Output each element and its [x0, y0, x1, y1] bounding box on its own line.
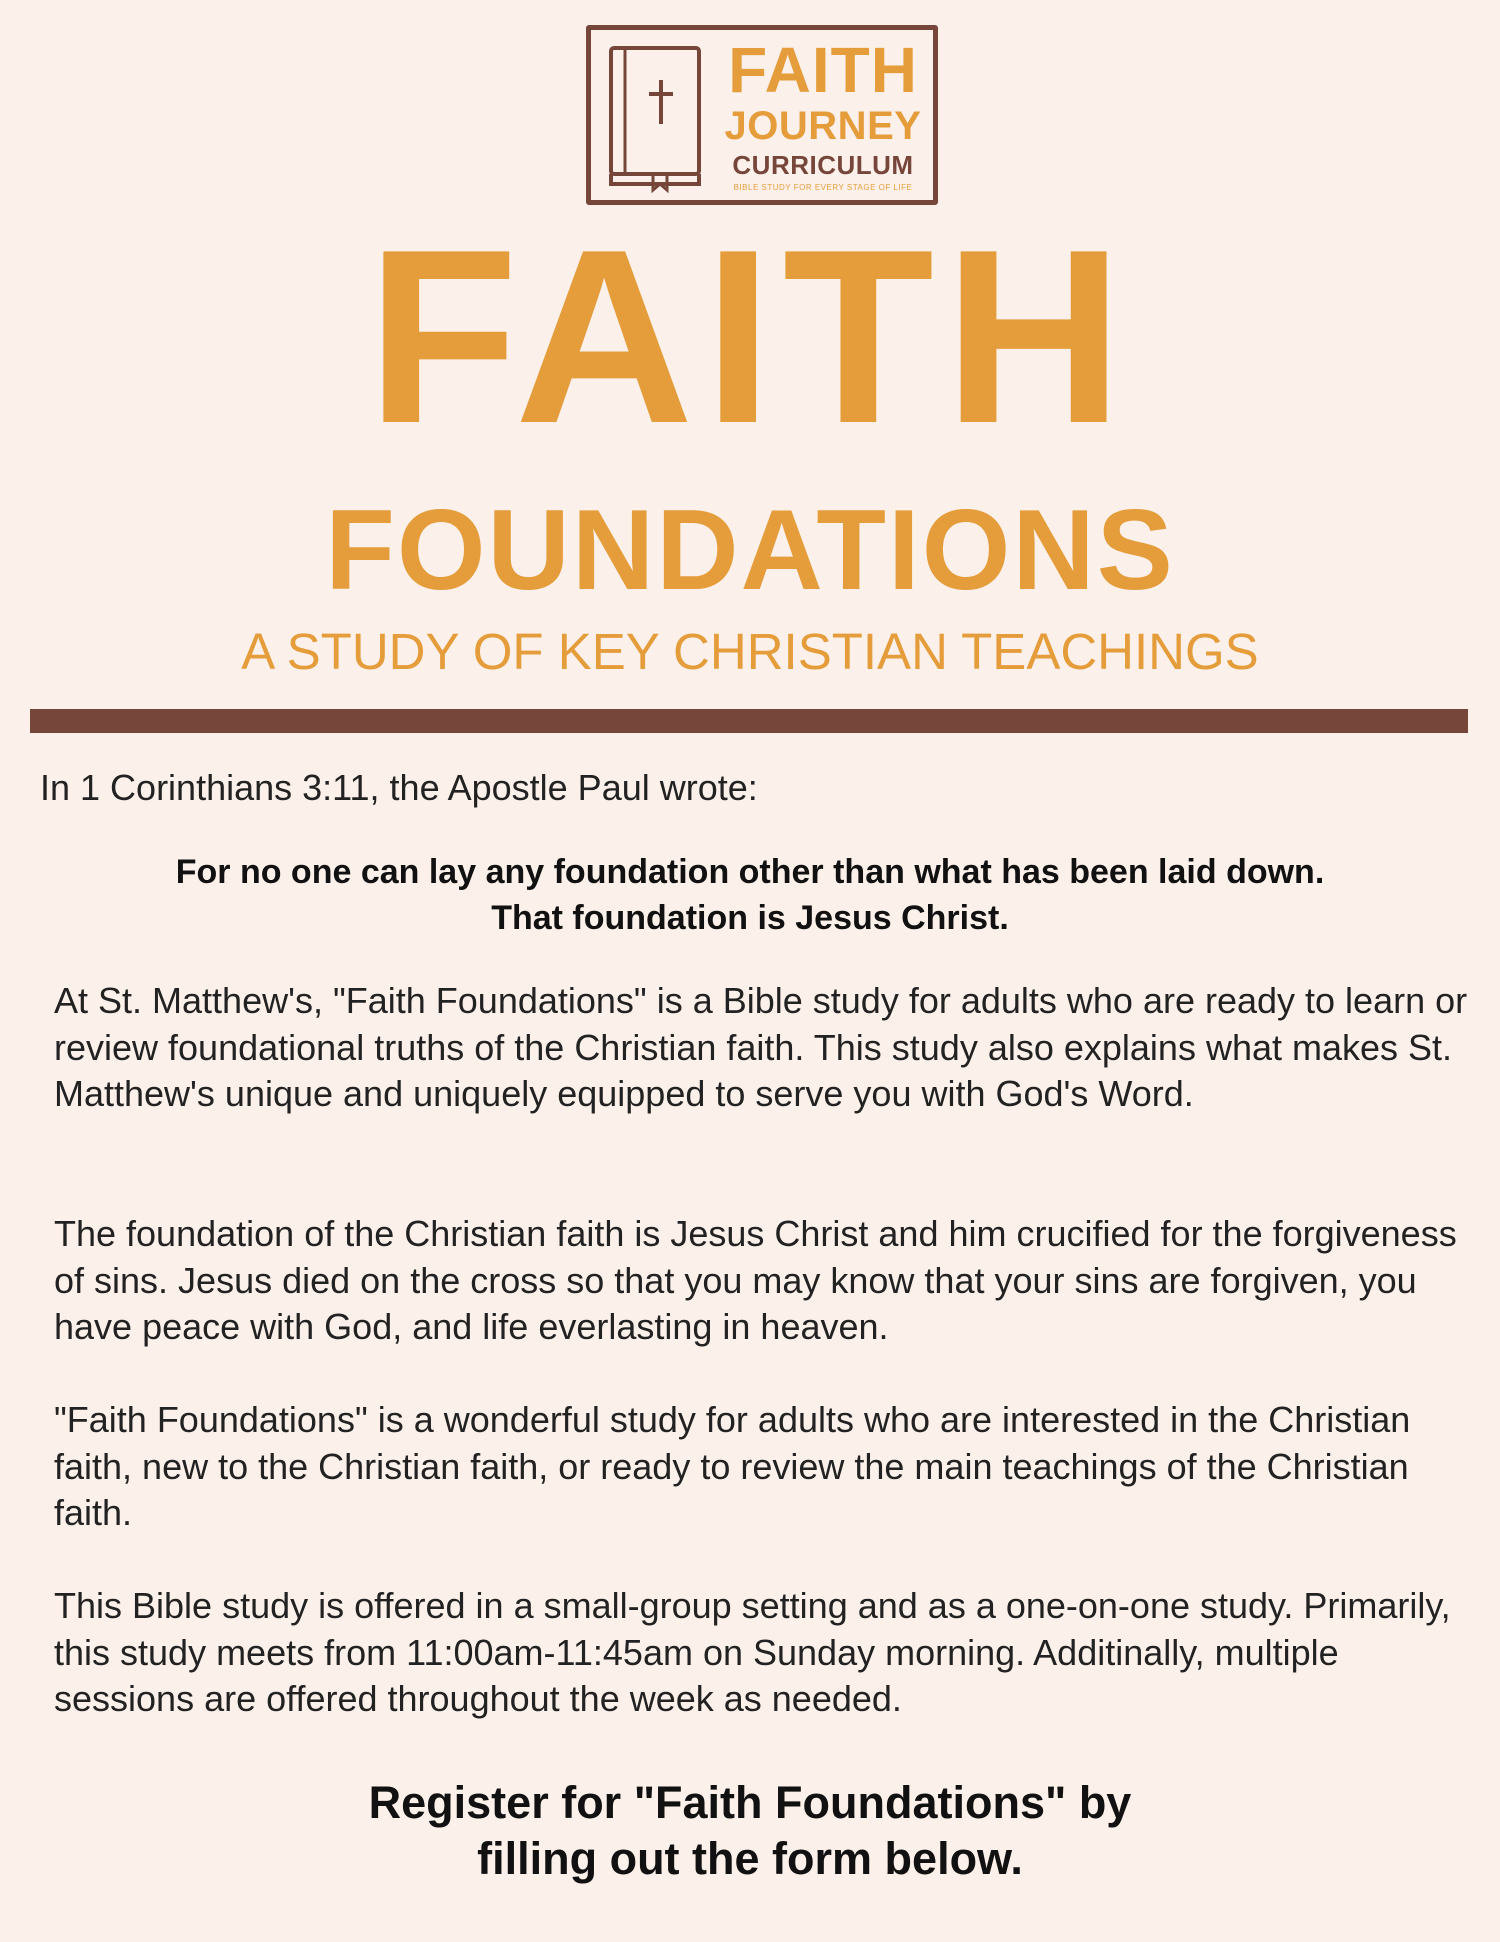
scripture-quote: [0, 849, 1500, 941]
paragraph-about-study: At St. Matthew's, "Faith Foundations" is a Bible study for adults who are ready to learn or review foundational truths of the Christian faith. This study also explains what makes St. Matthew's unique and uniquely equipped to serve you with God's Word.: [54, 980, 1468, 1114]
logo: [586, 25, 938, 205]
cta-line-1: Register for "Faith Foundations" by: [368, 1777, 1132, 1828]
intro-text: In 1 Corinthians 3:11, the Apostle Paul wrote:: [40, 767, 758, 808]
subtitle: FOUNDATIONS: [325, 487, 1175, 614]
divider: [30, 709, 1468, 733]
paragraph-foundation: The foundation of the Christian faith is Jesus Christ and him crucified for the forgiveness of sins. Jesus died on the cross so that you may know that your sins are forgiven, you have peace with God, and life everlasting in heaven.: [54, 1213, 1457, 1347]
register-call-to-action: [0, 1775, 1500, 1887]
logo-tagline: BIBLE STUDY FOR EVERY STAGE OF LIFE: [733, 183, 913, 192]
cta-line-2: filling out the form below.: [477, 1833, 1023, 1884]
paragraph-schedule: This Bible study is offered in a small-group setting and as a one-on-one study. Primarily, this study meets from 11:00am-11:45am on Sunday morning. Additinally, multiple sessions are offered throughout the week as needed.: [54, 1585, 1451, 1719]
study-tagline: A STUDY OF KEY CHRISTIAN TEACHINGS: [241, 623, 1259, 680]
logo-curriculum: CURRICULUM: [732, 150, 914, 180]
main-title: FAITH: [366, 197, 1134, 475]
bible-cross-icon: [607, 44, 707, 194]
quote-line-2: That foundation is Jesus Christ.: [491, 899, 1009, 937]
quote-line-1: For no one can lay any foundation other than what has been laid down.: [175, 853, 1325, 891]
logo-journey: JOURNEY: [724, 104, 922, 148]
paragraph-audience: "Faith Foundations" is a wonderful study for adults who are interested in the Christian faith, new to the Christian faith, or ready to review the main teachings of the Christian faith.: [54, 1399, 1411, 1533]
logo-faith: FAITH: [728, 34, 918, 106]
